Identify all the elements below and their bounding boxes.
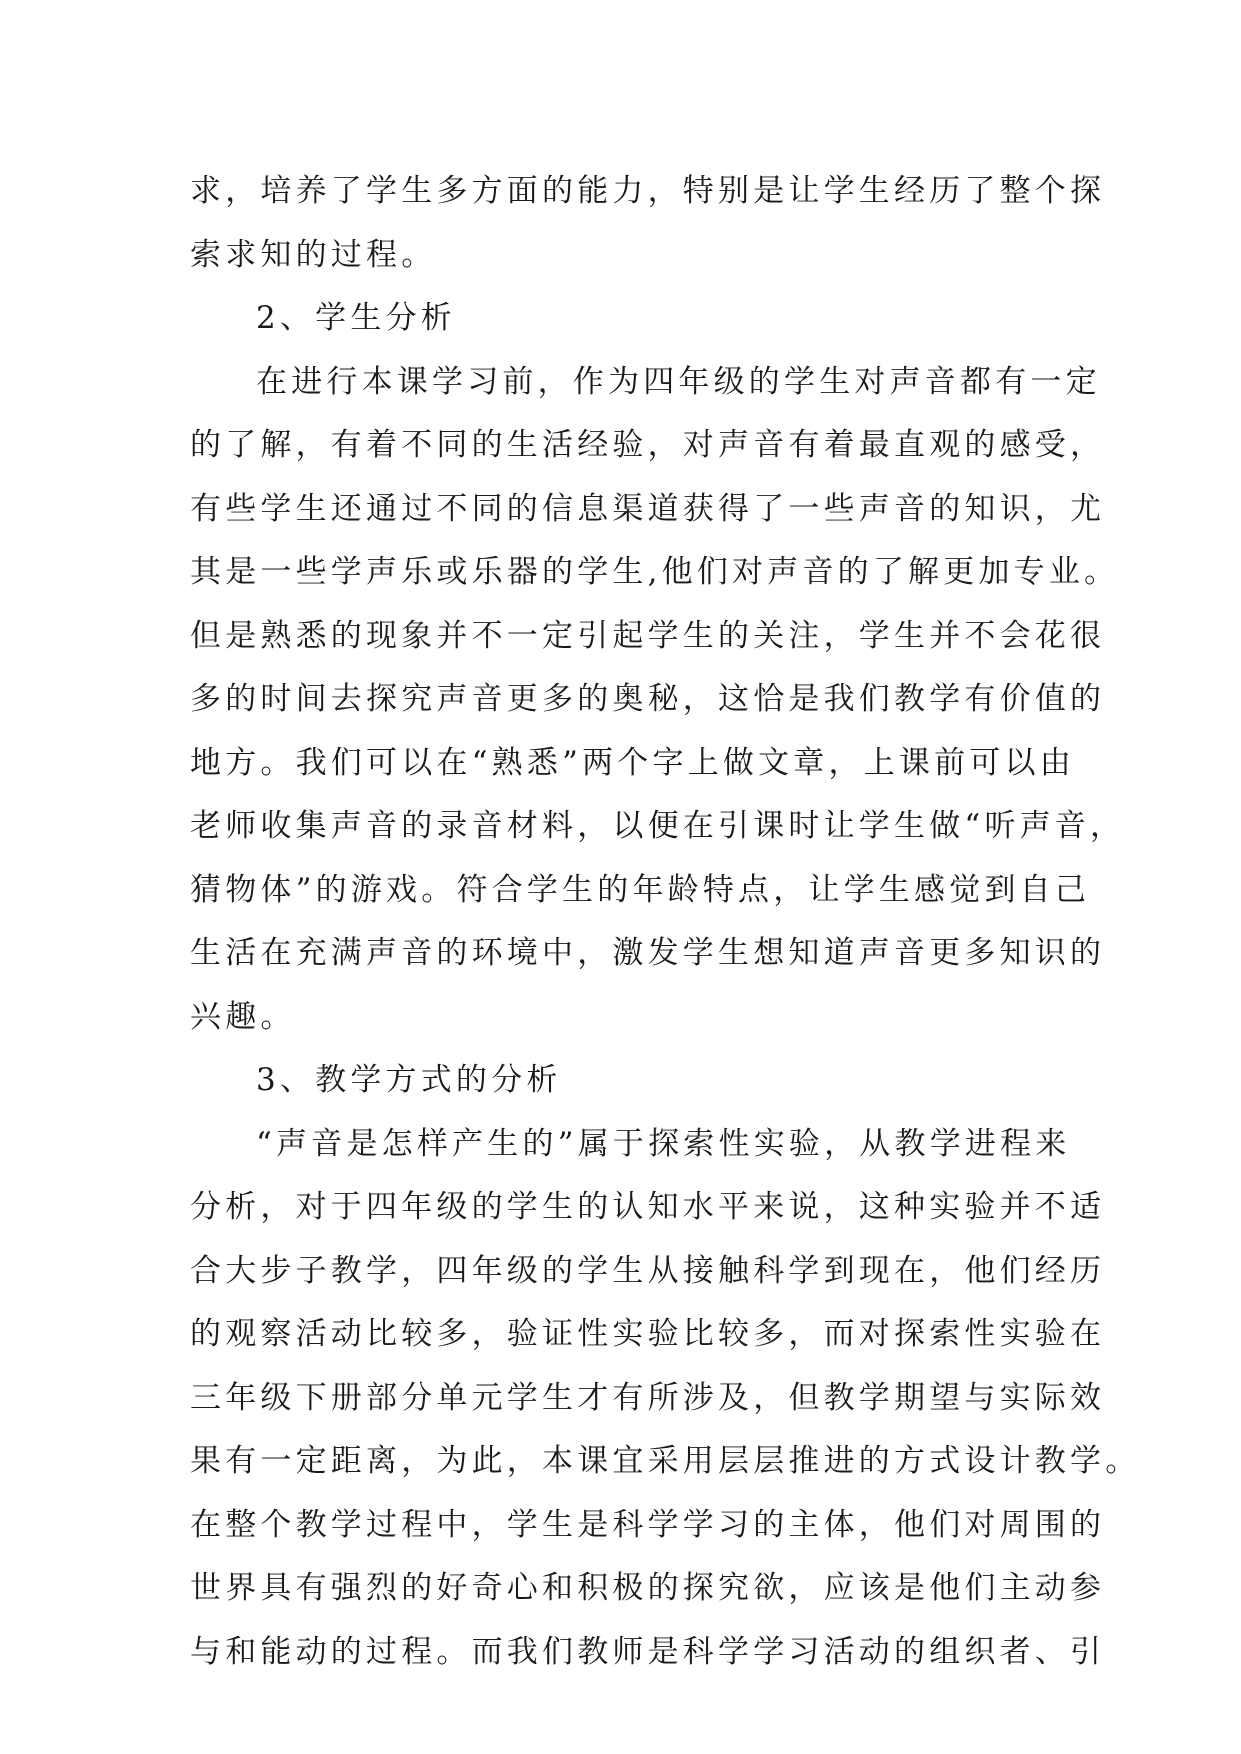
text-line: 合大步子教学，四年级的学生从接触科学到现在，他们经历: [190, 1252, 1106, 1289]
text-line: 在进行本课学习前，作为四年级的学生对声音都有一定: [256, 363, 1101, 400]
text-line: 多的时间去探究声音更多的奥秘，这恰是我们教学有价值的: [190, 681, 1106, 717]
text-line: 分析，对于四年级的学生的认知水平来说，这种实验并不适: [190, 1189, 1106, 1225]
section-heading: 2、学生分析: [256, 300, 456, 336]
text-line: 兴趣。: [190, 998, 296, 1035]
text-line: “声音是怎样产生的”属于探索性实验，从教学进程来: [256, 1125, 1071, 1162]
text-line: 与和能动的过程。而我们教师是科学学习活动的组织者、引: [190, 1633, 1106, 1670]
text-line: 其是一些学声乐或乐器的学生,他们对声音的了解更加专业。: [190, 554, 1120, 590]
text-line: 有些学生还通过不同的信息渠道获得了一些声音的知识，尤: [190, 490, 1106, 527]
text-line: 猜物体”的游戏。符合学生的年龄特点，让学生感觉到自己: [190, 871, 1091, 908]
text-line: 果有一定距离，为此，本课宜采用层层推进的方式设计教学。: [190, 1443, 1141, 1479]
text-line: 在整个教学过程中，学生是科学学习的主体，他们对周围的: [190, 1506, 1106, 1543]
text-line: 生活在充满声音的环境中，激发学生想知道声音更多知识的: [190, 935, 1106, 971]
text-line: 三年级下册部分单元学生才有所涉及，但教学期望与实际效: [190, 1379, 1106, 1416]
text-line: 世界具有强烈的好奇心和积极的探究欲，应该是他们主动参: [190, 1570, 1106, 1606]
section-heading: 3、教学方式的分析: [256, 1062, 562, 1098]
text-line: 地方。我们可以在“熟悉”两个字上做文章，上课前可以由: [190, 744, 1075, 781]
text-line: 求，培养了学生多方面的能力，特别是让学生经历了整个探: [190, 173, 1106, 209]
body-text: [190, 160, 1141, 1684]
text-line: 老师收集声音的录音材料，以便在引课时让学生做“听声音，: [190, 808, 1126, 844]
text-line: 但是熟悉的现象并不一定引起学生的关注，学生并不会花很: [190, 617, 1106, 654]
text-line: 的了解，有着不同的生活经验，对声音有着最直观的感受，: [190, 427, 1106, 463]
text-line: 的观察活动比较多，验证性实验比较多，而对探索性实验在: [190, 1316, 1106, 1352]
text-line: 索求知的过程。: [190, 236, 437, 273]
